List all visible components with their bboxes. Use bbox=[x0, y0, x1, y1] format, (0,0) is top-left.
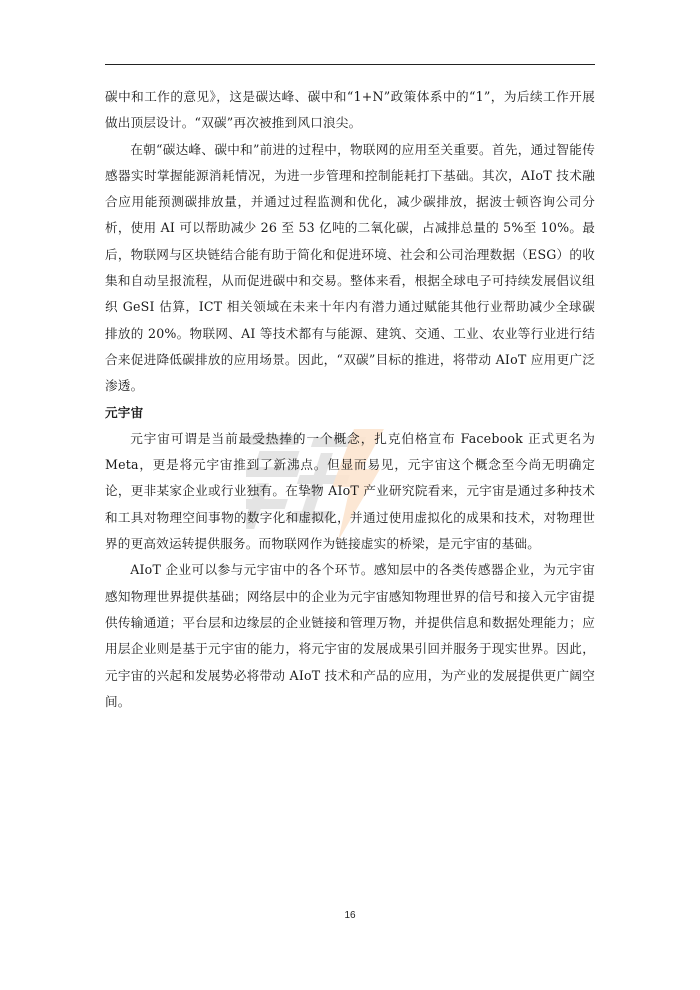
paragraph-dual-carbon-intro: 碳中和工作的意见》，这是碳达峰、碳中和“1+N”政策体系中的“1”，为后续工作开展做出顶层设计。“双碳”再次被推到风口浪尖。 bbox=[105, 89, 595, 131]
page-body bbox=[105, 84, 595, 715]
paragraph-metaverse-concept: 元宇宙可谓是当前最受热捧的一个概念，扎克伯格宣布 Facebook 正式更名为 Meta，更是将元宇宙推到了新沸点。但显而易见，元宇宙这个概念至今尚无明确定论，更非某家企业或行业独有。在挚物 AIoT 产业研究院看来，元宇宙是通过多种技术和工具对物理空间事物的数字化和虚拟化，并通过使用虚拟化的成果和技术，对物理世界的更高效运转提供服务。而物联网作为链接虚实的桥梁，是元宇宙的基础。 bbox=[105, 430, 595, 552]
header-rule bbox=[105, 64, 595, 65]
page-number: 16 bbox=[344, 910, 356, 921]
section-dual-carbon bbox=[105, 84, 595, 400]
paragraph-aiot-metaverse: AIoT 企业可以参与元宇宙中的各个环节。感知层中的各类传感器企业，为元宇宙感知物理世界提供基础；网络层中的企业为元宇宙感知物理世界的信号和接入元宇宙提供传输通道；平台层和边缘层的企业链接和管理万物，并提供信息和数据处理能力；应用层企业则是基于元宇宙的能力，将元宇宙的发展成果引回并服务于现实世界。因此，元宇宙的兴起和发展势必将带动 AIoT 技术和产品的应用，为产业的发展提供更广阔空间。 bbox=[105, 562, 595, 709]
section-metaverse bbox=[105, 400, 595, 716]
paragraph-iot-carbon: 在朝“碳达峰、碳中和”前进的过程中，物联网的应用至关重要。首先，通过智能传感器实时掌握能源消耗情况，为进一步管理和控制能耗打下基础。其次，AIoT 技术融合应用能预测碳排放量，并通过过程监测和优化，减少碳排放，据波士顿咨询公司分析，使用 AI 可以帮助减少 26 至 53 亿吨的二氧化碳，占减排总量的 5%至 10%。最后，物联网与区块链结合能有助于简化和促进环境、社会和公司治理数据（ESG）的收集和自动呈报流程，从而促进碳中和交易。整体来看，根据全球电子可持续发展倡议组织 GeSI 估算，ICT 相关领域在未来十年内有潜力通过赋能其他行业帮助减少全球碳排放的 20%。物联网、AI 等技术都有与能源、建筑、交通、工业、农业等行业进行结合来促进降低碳排放的应用场景。因此，“双碳”目标的推进，将带动 AIoT 应用更广泛渗透。 bbox=[105, 141, 595, 394]
section-heading-metaverse: 元宇宙 bbox=[105, 404, 144, 420]
